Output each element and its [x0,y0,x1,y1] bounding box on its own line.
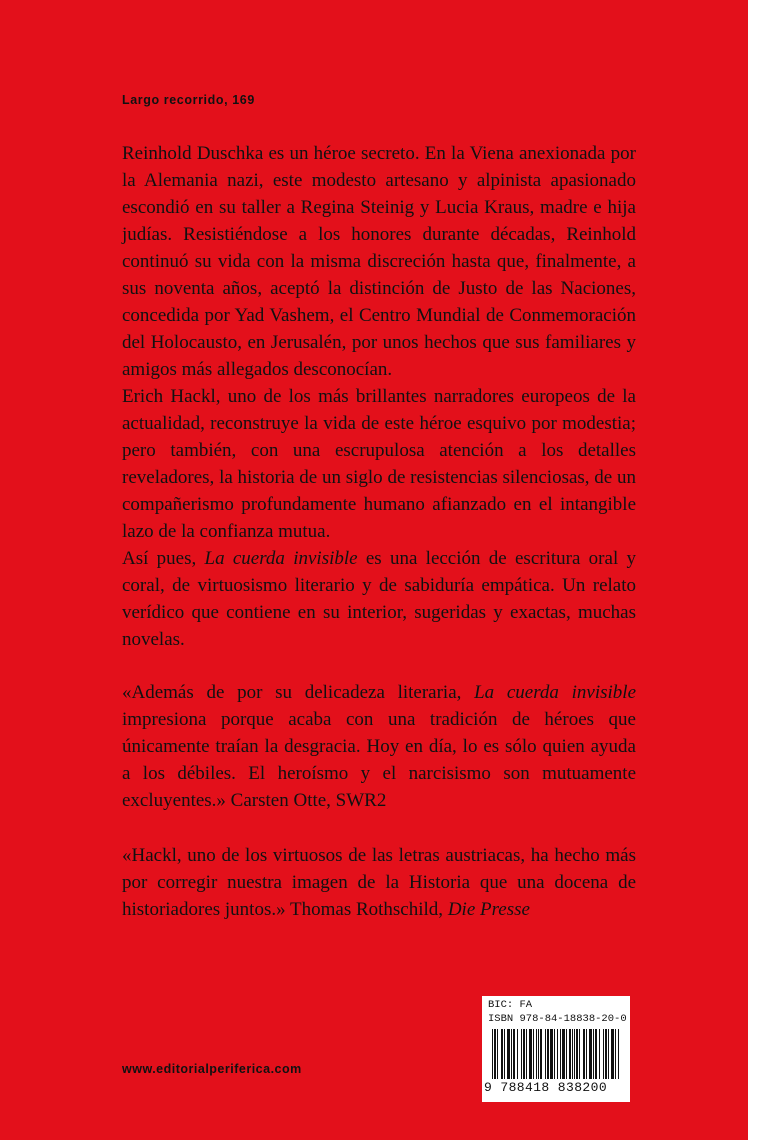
synopsis-paragraph-2: Erich Hackl, uno de los más brillantes narradores europeos de la actualidad, reconstruye la vida de este héroe esquivo por modestia; pero también, con una escrupulosa atención a los detalles reveladores, la historia de un siglo de resistencias silenciosas, de un compañerismo profundamente humano afianzado en el intangible lazo de la confianza mutua. [122,386,636,542]
barcode-bar [536,1029,537,1079]
barcode-bar [595,1029,597,1079]
barcode-bar [618,1029,619,1079]
barcode-block [482,996,630,1102]
barcode-bar [511,1029,512,1079]
barcode-bar [562,1029,565,1079]
synopsis-text: es una lección de escritura oral y coral, de virtuosismo literario y de sabiduría empática. Un relato verídico que contiene en su interior, sugeridas y exactas, muchas novelas. [122,548,636,650]
barcode-bar [586,1029,587,1079]
barcode-bar [572,1029,573,1079]
barcode-bar [507,1029,510,1079]
quote-text: «Hackl, uno de los virtuosos de las letras austriacas, ha hecho más por corregir nuestra imagen de la Historia que una docena de historiadores juntos.» Thomas Rothschild, [122,845,636,920]
synopsis-paragraph-3 [122,545,636,653]
bic-code: BIC: FA [488,999,533,1011]
book-title: La cuerda invisible [474,682,637,703]
barcode-bar [611,1029,614,1079]
publisher-website: www.editorialperiferica.com [122,1062,302,1076]
barcode-bar [517,1029,518,1079]
barcode-bar [554,1029,555,1079]
barcode-bar [593,1029,594,1079]
barcode-bar [605,1029,607,1079]
review-quote-1 [122,679,636,814]
barcode-bar [560,1029,561,1079]
barcode-bar [523,1029,525,1079]
book-title: La cuerda invisible [204,548,358,569]
barcode-bar [547,1029,549,1079]
isbn-code: ISBN 978-84-18838-20-0 [488,1013,627,1025]
barcode-bar [494,1029,496,1079]
barcode-bar [603,1029,604,1079]
quote-text: impresiona porque acaba con una tradición de héroes que únicamente traían la desgracia. Hoy en día, lo es sólo quien ayuda a los débiles. El heroísmo y el narcisismo son mutuamente excluyentes.» Carsten Otte, SWR2 [122,709,636,811]
synopsis-text: Así pues, [122,548,205,569]
barcode-bar [566,1029,567,1079]
barcode-bar [608,1029,609,1079]
barcode-bar [497,1029,498,1079]
barcode-bar [521,1029,522,1079]
barcode-bar [583,1029,585,1079]
barcode-bar [513,1029,515,1079]
barcode-bar [569,1029,571,1079]
series-label: Largo recorrido, 169 [122,93,255,107]
barcode-bar [538,1029,539,1079]
barcode-bar [579,1029,580,1079]
synopsis [122,140,636,923]
barcode-bar [557,1029,558,1079]
barcode-bar [529,1029,532,1079]
barcode-bar [550,1029,553,1079]
barcode-bar [615,1029,616,1079]
barcode-bar [492,1029,493,1079]
barcode-bar [574,1029,575,1079]
barcode-bar [599,1029,600,1079]
barcode-bar [501,1029,503,1079]
barcode-bar [533,1029,534,1079]
barcode-bar [589,1029,592,1079]
barcode-bar [540,1029,542,1079]
barcode-digits: 9 788418 838200 [484,1080,608,1095]
review-quote-2 [122,842,636,923]
barcode-bar [526,1029,527,1079]
quote-text: «Además de por su delicadeza literaria, [122,682,475,703]
barcode-bar [504,1029,505,1079]
barcode-bars [488,1029,624,1081]
publication-title: Die Presse [447,899,530,920]
synopsis-paragraph-1: Reinhold Duschka es un héroe secreto. En la Viena anexionada por la Alemania nazi, este modesto artesano y alpinista apasionado escondió en su taller a Regina Steinig y Lucia Kraus, madre e hija judías. Resistiéndose a los honores durante décadas, Reinhold continuó su vida con la misma discreción hasta que, finalmente, a sus noventa años, aceptó la distinción de Justo de las Naciones, concedida por Yad Vashem, el Centro Mundial de Conmemoración del Holocausto, en Jerusalén, por unos hechos que sus familiares y amigos más allegados desconocían. [122,143,636,380]
barcode-bar [576,1029,578,1079]
barcode-bar [545,1029,546,1079]
